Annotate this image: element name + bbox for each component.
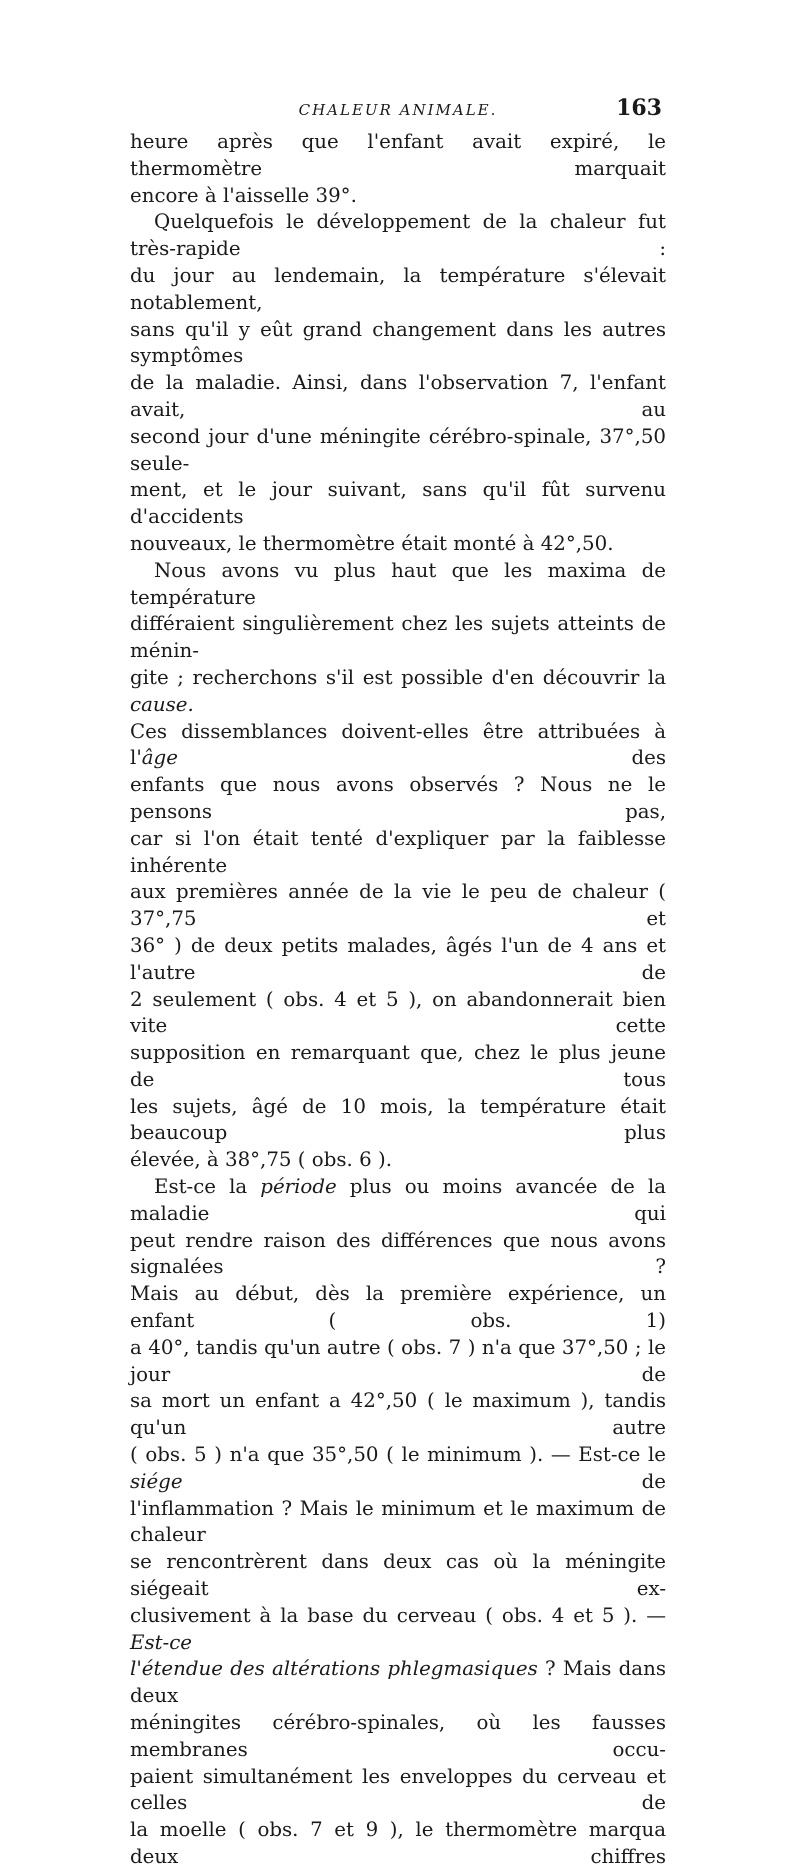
italic-text: période xyxy=(260,1175,337,1199)
text-line: l'inflammation ? Mais le minimum et le maximum de chaleur xyxy=(130,1496,666,1547)
text-line: ment, et le jour suivant, sans qu'il fût survenu d'accidents xyxy=(130,478,666,529)
text-run: ? Mais dans deux xyxy=(130,1657,666,1708)
text-line: encore à l'aisselle 39°. xyxy=(130,183,357,207)
text-line: aux premières année de la vie le peu de chaleur ( 37°,75 et xyxy=(130,880,666,931)
text-line xyxy=(130,1174,666,1228)
text-line: second jour d'une méningite cérébro-spinale, 37°,50 seule- xyxy=(130,424,666,475)
text-run: ( obs. 5 ) n'a que 35°,50 ( le minimum ). — Est-ce le xyxy=(130,1443,666,1467)
book-page xyxy=(130,95,666,1871)
text-line: peut rendre raison des différences que nous avons signalées ? xyxy=(130,1228,666,1279)
text-line: sans qu'il y eût grand changement dans les autres symptômes xyxy=(130,317,666,368)
text-line xyxy=(130,1656,666,1710)
text-line: nouveaux, le thermomètre était monté à 42°,50. xyxy=(130,531,614,555)
text-run: Est-ce la xyxy=(154,1175,248,1199)
text-line: heure après que l'enfant avait expiré, le thermomètre marquait xyxy=(130,130,666,180)
text-line: Quelquefois le développement de la chaleur fut très-rapide : xyxy=(130,210,666,261)
text-line: enfants que nous avons observés ? Nous ne le pensons pas, xyxy=(130,773,666,823)
body-text xyxy=(130,129,666,1871)
italic-text: siége xyxy=(130,1469,183,1493)
text-line: les sujets, âgé de 10 mois, la température était beaucoup plus xyxy=(130,1094,666,1145)
page-number: 163 xyxy=(616,95,662,121)
text-line: la moelle ( obs. 7 et 9 ), le thermomètre marqua deux chiffres xyxy=(130,1818,666,1868)
text-line xyxy=(130,1603,666,1657)
text-line xyxy=(130,719,666,773)
text-line: paient simultanément les enveloppes du cerveau et celles de xyxy=(130,1764,666,1815)
text-line: 36° ) de deux petits malades, âgés l'un de 4 ans et l'autre de xyxy=(130,933,666,984)
text-line: car si l'on était tenté d'expliquer par la faiblesse inhérente xyxy=(130,826,666,877)
text-run: plus ou moins avancée de la maladie qui xyxy=(130,1175,667,1225)
text-line: supposition en remarquant que, chez le plus jeune de tous xyxy=(130,1041,666,1091)
text-line: Mais au début, dès la première expérience, un enfant ( obs. 1) xyxy=(130,1282,666,1333)
text-line: sa mort un enfant a 42°,50 ( le maximum ), tandis qu'un autre xyxy=(130,1389,666,1440)
italic-text: Est-ce xyxy=(130,1630,193,1654)
text-line: méningites cérébro-spinales, où les fausses membranes occu- xyxy=(130,1711,666,1761)
text-line: a 40°, tandis qu'un autre ( obs. 7 ) n'a que 37°,50 ; le jour de xyxy=(130,1335,666,1386)
text-line: élevée, à 38°,75 ( obs. 6 ). xyxy=(130,1148,392,1172)
text-run: gite ; recherchons s'il est possible d'en découvrir la xyxy=(130,665,666,689)
text-line: 2 seulement ( obs. 4 et 5 ), on abandonnerait bien vite cette xyxy=(130,987,666,1038)
italic-text: l'étendue des altérations phlegmasiques xyxy=(130,1657,538,1681)
text-line xyxy=(130,665,666,719)
text-line: de la maladie. Ainsi, dans l'observation 7, l'enfant avait, au xyxy=(130,371,666,421)
text-run: des xyxy=(631,746,666,770)
running-title: CHALEUR ANIMALE. xyxy=(298,101,498,119)
text-line xyxy=(130,1442,666,1496)
text-run: clusivement à la base du cerveau ( obs. 4 et 5 ). — xyxy=(130,1603,666,1627)
italic-text: cause. xyxy=(130,692,194,716)
text-line: se rencontrèrent dans deux cas où la méningite siégeait ex- xyxy=(130,1550,666,1601)
text-line: Nous avons vu plus haut que les maxima de température xyxy=(130,558,666,609)
text-line: du jour au lendemain, la température s'élevait notablement, xyxy=(130,263,666,314)
text-line: différaient singulièrement chez les sujets atteints de ménin- xyxy=(130,612,666,663)
text-run: Ces dissemblances doivent-elles être attribuées à l' xyxy=(130,719,666,770)
italic-text: âge xyxy=(141,746,178,770)
text-run: de xyxy=(641,1469,666,1493)
page-header xyxy=(130,95,666,129)
